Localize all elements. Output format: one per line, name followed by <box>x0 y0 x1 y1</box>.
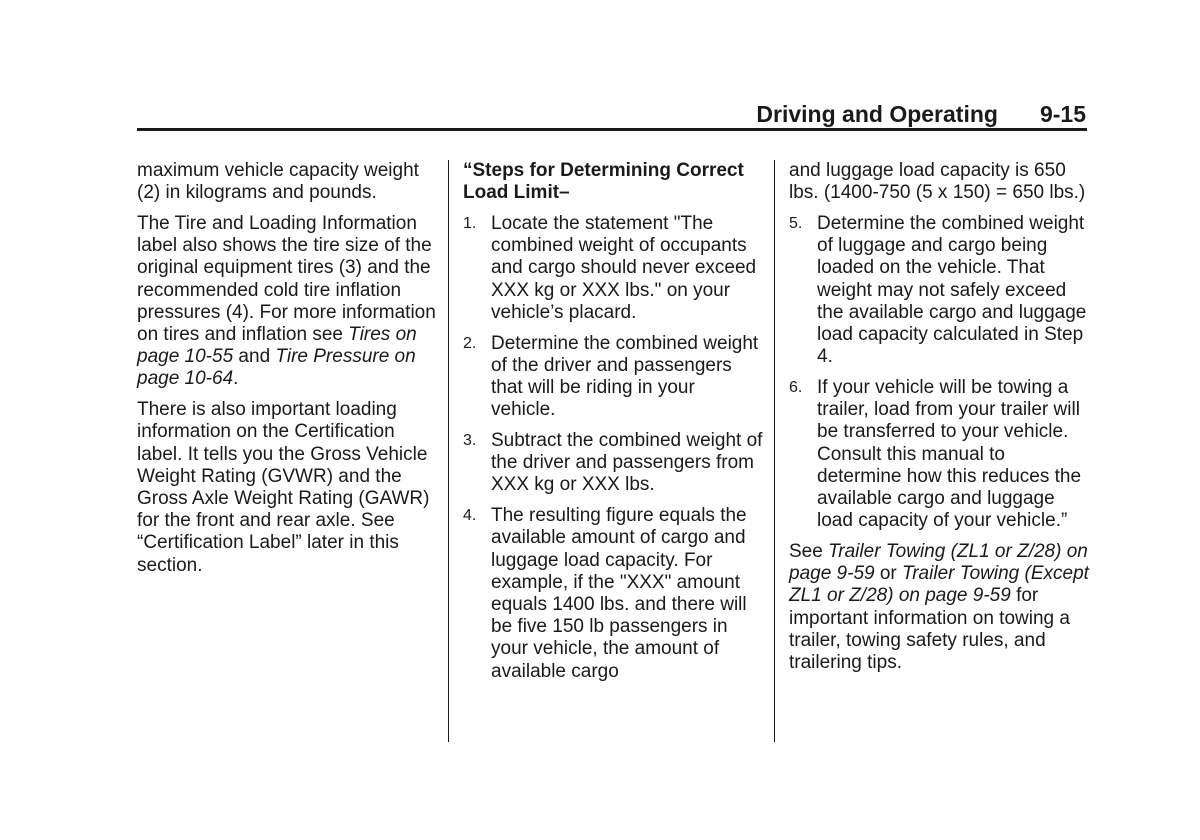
step-text: Locate the statement "The combined weight of occupants and cargo should never exceed XXX kg or XXX lbs." on your vehicle’s placard. <box>491 213 757 323</box>
step-text: Determine the combined weight of luggage and cargo being loaded on the vehicle. That weight may not safely exceed the available cargo and luggage load capacity calculated in Step 4. <box>817 213 1087 368</box>
step-text: Subtract the combined weight of the driver and passengers from XXX kg or XXX lbs. <box>491 430 763 496</box>
see-text: See <box>789 541 829 563</box>
list-item <box>463 505 763 683</box>
list-item <box>463 430 763 497</box>
paragraph-text: for important information on towing a trailer, towing safety rules, and trailering tips. <box>789 585 1070 674</box>
step-text: The resulting figure equals the available amount of cargo and luggage load capacity. For example, if the "XXX" amount equals 1400 lbs. and there will be five 150 lb passengers in your vehicle, the amount of available cargo <box>491 505 747 682</box>
conjunction-text: and <box>233 346 276 368</box>
paragraph: maximum vehicle capacity weight (2) in kilograms and pounds. <box>137 160 419 204</box>
list-item <box>463 213 763 324</box>
steps-heading: “Steps for Determining Correct Load Limit– <box>463 160 744 204</box>
step-text: If your vehicle will be towing a trailer, load from your trailer will be transferred to your vehicle. Consult this manual to determine how this reduces the available cargo and luggage load capacity of your vehicle.” <box>817 377 1082 532</box>
paragraph: There is also important loading information on the Certification label. It tells you the Gross Vehicle Weight Rating (GVWR) and the Gross Axle Weight Rating (GAWR) for the front and rear axle. See “Certification Label” later in this section. <box>137 399 430 576</box>
page-header <box>138 101 1086 129</box>
cross-reference-link[interactable]: Tire Pressure on page 10-64 <box>137 346 416 390</box>
conjunction-text: or <box>874 563 903 585</box>
section-title: Driving and Operating <box>756 101 998 127</box>
paragraph <box>137 213 437 391</box>
cross-reference-link[interactable]: Tires on page 10-55 <box>137 324 417 368</box>
step-number: 1. <box>463 215 477 232</box>
list-item <box>789 213 1089 368</box>
step-text: Determine the combined weight of the driver and passengers that will be riding in your vehicle. <box>491 332 759 421</box>
list-item <box>789 377 1089 532</box>
paragraph-text: The Tire and Loading Information label also shows the tire size of the original equipment tires (3) and the recommended cold tire inflation pressures (4). For more information on tires and inflation see <box>137 213 436 346</box>
step-number: 5. <box>789 215 803 232</box>
column-divider <box>448 160 449 742</box>
column-2 <box>463 160 763 691</box>
step-number: 4. <box>463 507 477 525</box>
column-1 <box>137 160 437 585</box>
step-number: 6. <box>789 379 803 397</box>
column-divider <box>774 160 775 742</box>
step-number: 2. <box>463 334 477 352</box>
page-number: 9-15 <box>1039 101 1086 127</box>
column-3 <box>789 160 1089 683</box>
period-text: . <box>233 368 239 390</box>
cross-reference-link[interactable]: Trailer Towing (ZL1 or Z/28) on page 9-59 <box>789 541 1088 585</box>
step-number: 3. <box>463 432 477 450</box>
paragraph <box>789 541 1089 674</box>
header-rule <box>137 128 1087 131</box>
cross-reference-link[interactable]: Trailer Towing (Except ZL1 or Z/28) on page 9-59 <box>789 563 1089 607</box>
list-item <box>463 333 763 422</box>
step-continuation: and luggage load capacity is 650 lbs. (1400-750 (5 x 150) = 650 lbs.) <box>789 160 1086 204</box>
